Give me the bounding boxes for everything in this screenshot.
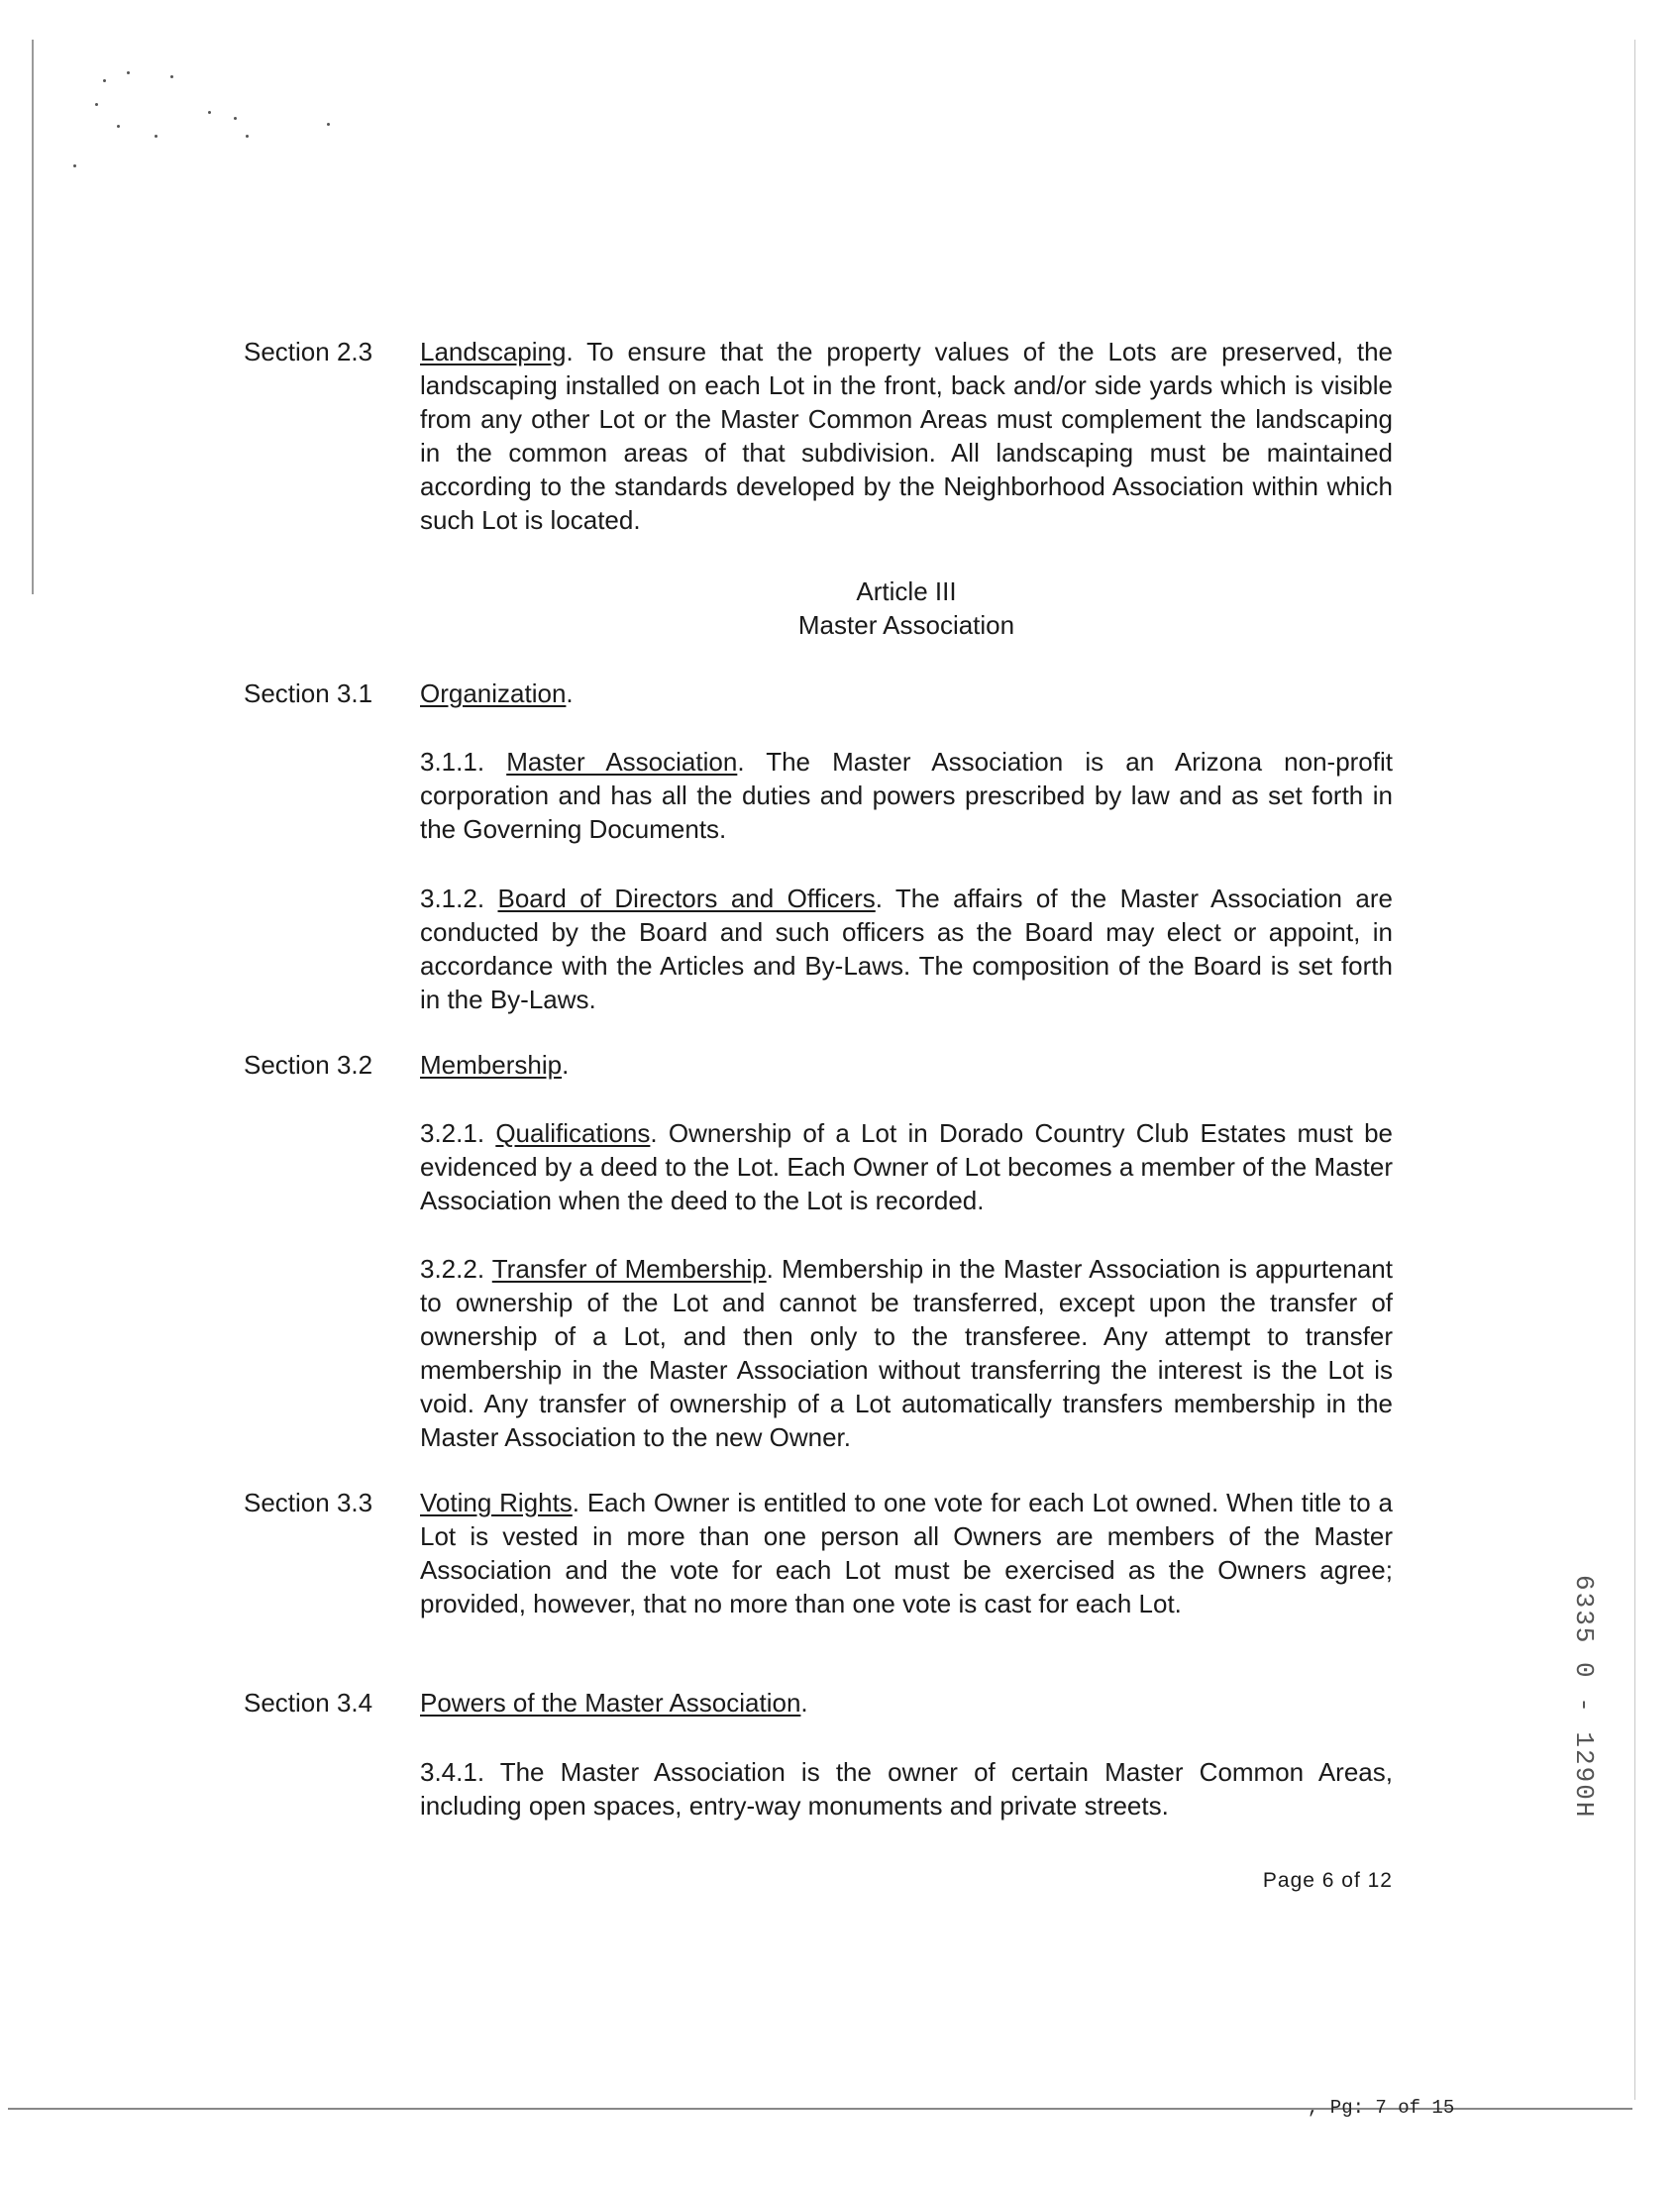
section-3-3-label: Section 3.3 bbox=[244, 1488, 373, 1517]
scan-speck bbox=[117, 125, 120, 128]
section-3-1-suffix: . bbox=[566, 678, 574, 708]
recorder-page-footer: , Pg: 7 of 15 bbox=[1308, 2097, 1455, 2119]
paragraph-3-2-2 bbox=[420, 1252, 1393, 1454]
paragraph-3-2-1 bbox=[420, 1116, 1393, 1217]
scan-speck bbox=[208, 111, 211, 114]
scan-speck bbox=[170, 75, 173, 78]
scan-speck bbox=[155, 135, 158, 138]
paragraph-3-1-1-number: 3.1.1. bbox=[420, 747, 507, 777]
scan-speck bbox=[127, 71, 130, 74]
section-3-2-heading bbox=[420, 1048, 1393, 1082]
scan-speck bbox=[327, 123, 330, 126]
paragraph-3-2-1-text: . Ownership of a Lot in Dorado Country Club Estates must be evidenced by a deed to the Lot. Each Owner of Lot becomes a member of the Master Association when the deed to the Lot is recorded. bbox=[420, 1118, 1393, 1215]
recording-stamp: 6335 0 - 1290H bbox=[1569, 1575, 1599, 1820]
section-2-3-text: . To ensure that the property values of the Lots are preserved, the landscaping installed on each Lot in the front, back and/or side yards which is visible from any other Lot or the Master Common Areas must complement the landscaping in the common areas of that subdivision. All landscaping must be maintained according to the standards developed by the Neighborhood Association within which such Lot is located. bbox=[420, 337, 1393, 535]
section-3-1-label: Section 3.1 bbox=[244, 678, 373, 708]
paragraph-3-1-1 bbox=[420, 745, 1393, 846]
article-title: Master Association bbox=[797, 610, 1015, 640]
scan-speck bbox=[234, 117, 237, 120]
paragraph-3-2-2-text: . Membership in the Master Association is appurtenant to ownership of the Lot and cannot be transferred, except upon the transfer of ownership of a Lot, and then only to the transferee. Any attempt to transfer membership in the Master Association without transferring the interest is the Lot is void. Any transfer of ownership of a Lot automatically transfers membership in the Master Association to the new Owner. bbox=[420, 1254, 1393, 1452]
scan-speck bbox=[246, 135, 249, 138]
section-2-3-label: Section 2.3 bbox=[244, 337, 373, 366]
paragraph-3-2-2-number: 3.2.2. bbox=[420, 1254, 492, 1284]
paragraph-3-1-2-text: . The affairs of the Master Association are conducted by the Board and such officers as the Board may elect or appoint, in accordance with the Articles and By-Laws. The composition of the Board is set forth in the By-Laws. bbox=[420, 884, 1394, 1014]
paragraph-3-1-1-title: Master Association bbox=[506, 747, 738, 777]
paragraph-3-2-1-title: Qualifications bbox=[495, 1118, 651, 1148]
section-3-4-label: Section 3.4 bbox=[244, 1688, 373, 1718]
paragraph-3-2-1-number: 3.2.1. bbox=[420, 1118, 496, 1148]
section-3-1-heading bbox=[420, 677, 1393, 710]
page-number: Page 6 of 12 bbox=[1262, 1869, 1393, 1892]
scan-edge-left bbox=[32, 40, 34, 594]
paragraph-3-1-2-number: 3.1.2. bbox=[420, 884, 498, 913]
paragraph-3-2-2-title: Transfer of Membership bbox=[491, 1254, 767, 1284]
section-2-3-body bbox=[420, 335, 1393, 537]
section-3-3-body bbox=[420, 1486, 1393, 1620]
scan-speck bbox=[95, 103, 98, 106]
section-3-4-heading bbox=[420, 1686, 1393, 1719]
paragraph-3-1-2-title: Board of Directors and Officers bbox=[497, 884, 876, 913]
section-3-4-title: Powers of the Master Association bbox=[420, 1688, 801, 1718]
section-3-3-text: . Each Owner is entitled to one vote for each Lot owned. When title to a Lot is vested in more than one person all Owners are members of the Master Association and the vote for each Lot must be exercised as the Owners agree; provided, however, that no more than one vote is cast for each Lot. bbox=[420, 1488, 1393, 1618]
section-3-2-title: Membership bbox=[420, 1050, 563, 1080]
paragraph-3-4-1: 3.4.1. The Master Association is the owner of certain Master Common Areas, including open spaces, entry-way monuments and private streets. bbox=[420, 1757, 1393, 1821]
section-3-4-suffix: . bbox=[800, 1688, 808, 1718]
scan-speck bbox=[73, 164, 76, 167]
section-3-3-title: Voting Rights bbox=[420, 1488, 573, 1517]
article-number: Article III bbox=[856, 576, 957, 606]
section-2-3-title: Landscaping bbox=[420, 337, 567, 366]
section-3-2-suffix: . bbox=[562, 1050, 570, 1080]
paragraph-3-1-2 bbox=[420, 882, 1393, 1016]
section-3-2-label: Section 3.2 bbox=[244, 1050, 373, 1080]
scan-edge-right bbox=[1634, 40, 1635, 2100]
scan-speck bbox=[103, 79, 106, 82]
paragraph-3-1-1-text: . The Master Association is an Arizona non-profit corporation and has all the duties and powers prescribed by law and as set forth in the Governing Documents. bbox=[420, 747, 1393, 844]
section-3-1-title: Organization bbox=[420, 678, 567, 708]
